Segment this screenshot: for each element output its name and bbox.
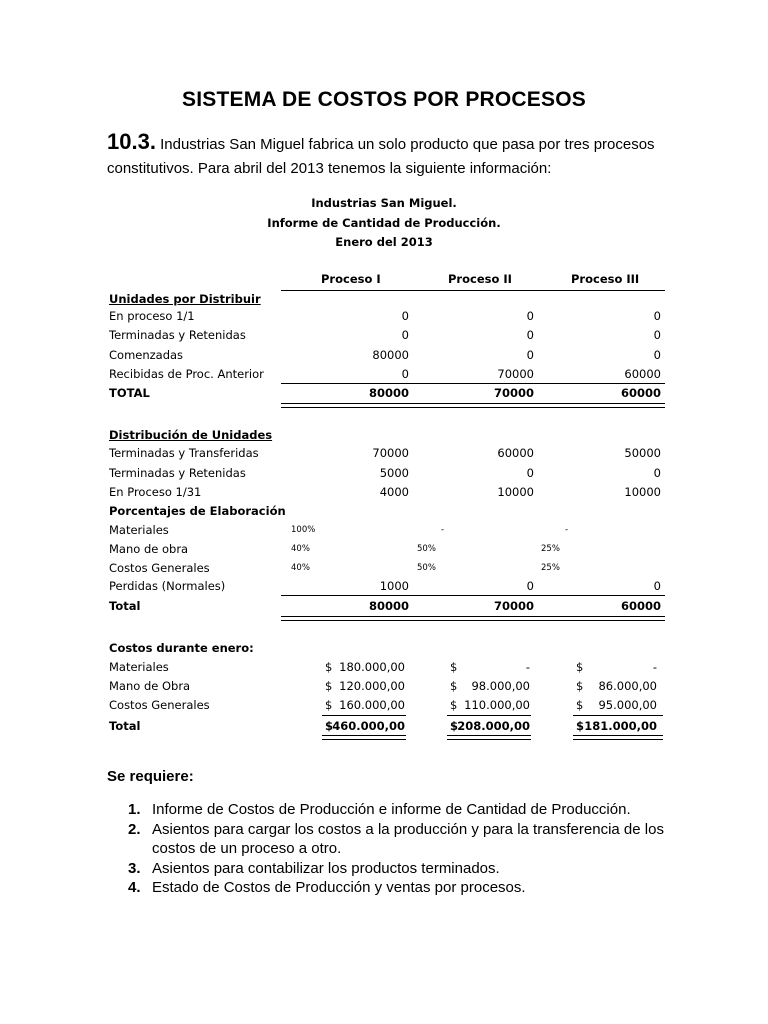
requirement-item [107,859,667,879]
requirement-number: 4. [128,879,141,896]
percent-cell: 50% [417,544,436,554]
section-heading: Costos durante enero: [109,641,254,655]
exercise-number: 10.3. [107,129,156,154]
percent-cell: - [441,525,445,535]
value-cell: 0 [401,366,409,381]
row-label: Perdidas (Normales) [109,579,226,593]
value-cell: 0 [653,465,661,480]
value-cell: 80000 [372,347,409,362]
value-cell: 60000 [620,599,661,613]
currency-symbol: $ [576,660,584,674]
value-cell: 0 [653,328,661,343]
column-header: Proceso III [571,272,640,286]
row-label: Mano de Obra [109,678,191,693]
row-label: Costos Generales [109,697,210,712]
currency-symbol: $ [450,697,458,712]
amount-cell: 86.000,00 [598,678,657,693]
amount-cell: 180.000,00 [339,660,405,674]
column-header: Proceso II [448,272,512,286]
amount-cell: - [525,660,530,674]
row-label: En Proceso 1/31 [109,485,202,499]
value-cell: 0 [526,465,534,480]
value-cell: 70000 [493,599,534,613]
total-double-rule [573,735,663,740]
percent-cell: 100% [291,525,316,535]
amount-cell: 98.000,00 [471,678,530,693]
value-cell: 0 [401,328,409,343]
production-table [109,268,665,738]
percent-cell: - [565,525,569,535]
value-cell: 0 [526,328,534,343]
amount-cell: 110.000,00 [464,697,530,712]
requirement-number: 1. [128,801,141,818]
amount-cell: 95.000,00 [598,697,657,712]
requirements-list [107,800,667,898]
requirement-text: Estado de Costos de Producción y ventas por procesos. [152,879,526,896]
total-double-rule [281,616,665,621]
currency-symbol: $ [576,678,584,693]
section-heading: Unidades por Distribuir [109,292,261,306]
percent-cell: 40% [291,563,310,573]
value-cell: 0 [653,347,661,362]
section-heading: Distribución de Unidades [109,428,273,442]
amount-cell: 460.000,00 [332,719,405,733]
amount-cell: 181.000,00 [584,719,657,733]
subtotal-rule [322,715,406,716]
row-label: Terminadas y Retenidas [109,328,246,343]
value-cell: 10000 [497,485,534,499]
value-cell: 0 [401,309,409,323]
currency-symbol: $ [450,678,458,693]
row-label: Total [109,719,141,733]
row-label: Terminadas y Retenidas [109,465,246,480]
percent-cell: 50% [417,563,436,573]
currency-symbol: $ [576,697,584,712]
subtotal-rule [281,383,665,384]
value-cell: 0 [526,579,534,593]
value-cell: 5000 [379,465,409,480]
currency-symbol: $ [576,719,585,733]
row-label: Materiales [109,523,169,537]
row-label: Materiales [109,660,169,674]
intro-text: Industrias San Miguel fabrica un solo producto que pasa por tres procesos constitutivos. Para abril del 2013 tenemos la siguiente información: [107,136,655,177]
value-cell: 70000 [497,366,534,381]
value-cell: 80000 [368,599,409,613]
value-cell: 10000 [624,485,661,499]
requirement-text: Informe de Costos de Producción e informe de Cantidad de Producción. [152,801,631,818]
currency-symbol: $ [450,660,458,674]
currency-symbol: $ [325,719,334,733]
value-cell: 0 [653,579,661,593]
value-cell: 70000 [372,446,409,460]
total-double-rule [281,403,665,408]
row-label: Terminadas y Transferidas [109,446,259,460]
column-header: Proceso I [321,272,381,286]
subtotal-rule [281,595,665,596]
value-cell: 60000 [624,366,661,381]
requirements-title: Se requiere: [107,768,194,785]
currency-symbol: $ [325,697,333,712]
currency-symbol: $ [325,678,333,693]
value-cell: 4000 [379,485,409,499]
row-label: Total [109,599,141,613]
row-label: Recibidas de Proc. Anterior [109,366,264,381]
report-company: Industrias San Miguel. [311,196,457,210]
report-name: Informe de Cantidad de Producción. [267,216,501,230]
row-label: Mano de obra [109,542,189,556]
value-cell: 60000 [497,446,534,460]
requirement-number: 3. [128,859,141,877]
page-title: SISTEMA DE COSTOS POR PROCESOS [182,88,586,111]
percent-cell: 25% [541,544,560,554]
requirement-number: 2. [128,820,141,838]
amount-cell: 208.000,00 [457,719,530,733]
requirement-item [107,800,667,820]
value-cell: 0 [526,309,534,323]
value-cell: 60000 [620,386,661,400]
value-cell: 80000 [368,386,409,400]
percent-cell: 40% [291,544,310,554]
amount-cell: - [652,660,657,674]
requirement-item [107,878,667,898]
row-label: En proceso 1/1 [109,309,195,323]
subtotal-rule [573,715,663,716]
row-label: Costos Generales [109,561,210,575]
amount-cell: 120.000,00 [339,678,405,693]
row-label: TOTAL [109,386,150,400]
value-cell: 0 [653,309,661,323]
value-cell: 0 [526,347,534,362]
total-double-rule [447,735,531,740]
currency-symbol: $ [450,719,459,733]
value-cell: 1000 [379,579,409,593]
amount-cell: 160.000,00 [339,697,405,712]
row-label: Comenzadas [109,347,184,362]
header-rule [281,290,665,291]
percent-cell: 25% [541,563,560,573]
total-double-rule [322,735,406,740]
value-cell: 50000 [624,446,661,460]
currency-symbol: $ [325,660,333,674]
value-cell: 70000 [493,386,534,400]
intro-paragraph [107,130,667,181]
percent-heading: Porcentajes de Elaboración [109,504,286,518]
requirement-item [107,820,667,859]
subtotal-rule [447,715,531,716]
requirement-text: Asientos para contabilizar los productos terminados. [152,859,500,877]
report-period: Enero del 2013 [335,235,433,249]
requirement-text: Asientos para cargar los costos a la producción y para la transferencia de los costos de un proceso a otro. [152,820,664,857]
